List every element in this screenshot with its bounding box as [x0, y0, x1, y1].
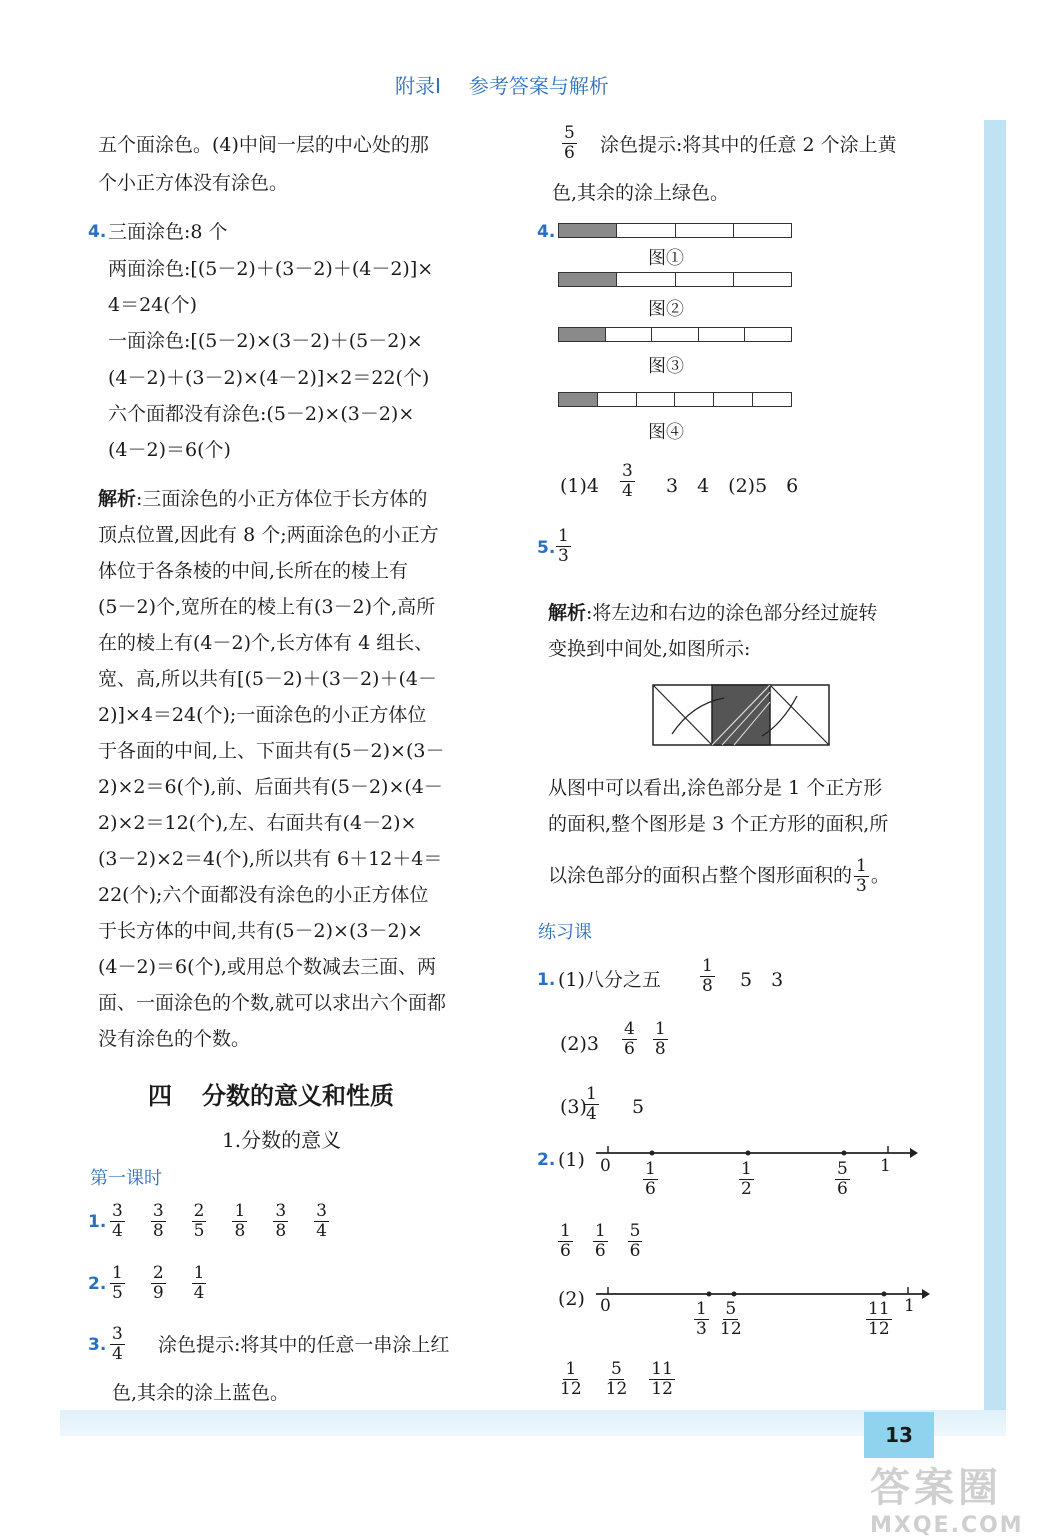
- practice-title: 练习课: [538, 922, 592, 943]
- text-line: 涂色提示:将其中的任意一串涂上红: [158, 1334, 450, 1356]
- text-line: 宽、高,所以共有[(5－2)＋(3－2)＋(4－: [98, 668, 437, 690]
- fraction: $\frac{5}{6}$: [564, 123, 575, 163]
- text-line: 以涂色部分的面积占整个图形面积的 $\frac{1}{3}$ 。: [548, 856, 890, 896]
- question-number: 3.: [88, 1335, 107, 1355]
- bar-figure-3: [558, 327, 792, 342]
- lesson-title: 第一课时: [90, 1168, 162, 1189]
- fraction-list: [552, 1360, 681, 1399]
- tick-label: $\frac{1}{6}$: [645, 1159, 656, 1199]
- text-line: 体位于各条棱的中间,长所在的棱上有: [98, 560, 409, 582]
- question-number: 1.: [88, 1212, 107, 1232]
- text-line: 两面涂色:[(5－2)＋(3－2)＋(4－2)]×: [108, 258, 434, 280]
- rotation-diagram: [652, 684, 830, 746]
- text-line: 顶点位置,因此有 8 个;两面涂色的小正方: [98, 524, 439, 546]
- text-line: 色,其余的涂上绿色。: [552, 182, 730, 204]
- fraction: $\frac{1}{6}$: [594, 1221, 606, 1261]
- text-line: 没有涂色的个数。: [98, 1028, 251, 1050]
- fraction-list: [552, 1222, 648, 1261]
- text-line: 三面涂色:8 个: [108, 221, 228, 243]
- fraction: $\frac{4}{6}$: [624, 1019, 635, 1059]
- bar-figure-1: [558, 223, 792, 238]
- fraction: $\frac{3}{4}$: [622, 461, 633, 501]
- tick-label: 1: [904, 1296, 915, 1316]
- tick-label: $\frac{5}{6}$: [837, 1159, 848, 1199]
- fraction: $\frac{3}{4}$: [316, 1201, 327, 1241]
- text-line: 于各面的中间,上、下面共有(5－2)×(3－: [98, 740, 445, 762]
- answer-text: (1): [558, 1149, 585, 1171]
- text-line: 4＝24(个): [108, 294, 198, 316]
- fraction: $\frac{1}{6}$: [560, 1221, 571, 1261]
- text-line: (4－2)＝6(个): [108, 439, 231, 461]
- figure-label: 图④: [648, 422, 684, 443]
- text-line: 22(个);六个面都没有涂色的小正方体位: [98, 884, 429, 906]
- analysis-line: 解析:三面涂色的小正方体位于长方体的: [98, 488, 428, 510]
- fraction: $\frac{3}{4}$: [112, 1324, 123, 1364]
- text-line: 2)×2＝6(个),前、后面共有(5－2)×(4－: [98, 776, 443, 798]
- page-header: 附录Ⅰ 参考答案与解析: [395, 74, 609, 98]
- tick-label: $\frac{11}{12}$: [868, 1299, 890, 1339]
- text-line: 变换到中间处,如图所示:: [548, 638, 751, 660]
- chapter-heading: 四 分数的意义和性质: [148, 1082, 394, 1110]
- text-line: (5－2)个,宽所在的棱上有(3－2)个,高所: [98, 596, 436, 618]
- question-number: 4.: [537, 222, 556, 242]
- text-line: 个小正方体没有涂色。: [98, 172, 289, 194]
- text-line: (3－2)×2＝4(个),所以共有 6＋12＋4＝: [98, 848, 443, 870]
- text-line: 在的棱上有(4－2)个,长方体有 4 组长、: [98, 632, 434, 654]
- fraction: $\frac{1}{12}$: [560, 1359, 582, 1399]
- figure-label: 图②: [648, 299, 684, 320]
- answer-text: (2): [558, 1288, 585, 1310]
- text-line: 一面涂色:[(5－2)×(3－2)＋(5－2)×: [108, 330, 423, 352]
- text-line: (4－2)＝6(个),或用总个数减去三面、两: [98, 956, 436, 978]
- section-title: 1.分数的意义: [222, 1128, 342, 1152]
- question-number: 2.: [88, 1274, 107, 1294]
- page-number: 13: [864, 1412, 934, 1458]
- fraction: $\frac{3}{4}$: [112, 1201, 123, 1241]
- tick-label: $\frac{1}{3}$: [696, 1299, 707, 1339]
- fraction: $\frac{3}{8}$: [152, 1201, 164, 1241]
- answer-text: 3 4 (2)5 6: [666, 475, 799, 497]
- fraction: $\frac{5}{6}$: [629, 1221, 641, 1261]
- fraction: $\frac{1}{8}$: [654, 1019, 666, 1059]
- fraction: $\frac{1}{5}$: [112, 1263, 123, 1303]
- answer-text: (3): [560, 1096, 587, 1118]
- fraction: $\frac{1}{4}$: [193, 1263, 205, 1303]
- figure-label: 图③: [648, 356, 684, 377]
- analysis-line: 解析:将左边和右边的涂色部分经过旋转: [548, 602, 878, 624]
- tick-label: $\frac{1}{2}$: [741, 1159, 752, 1199]
- question-number: 1.: [537, 970, 556, 990]
- text-line: (4－2)＋(3－2)×(4－2)]×2＝22(个): [108, 367, 430, 389]
- question-number: 4.: [88, 222, 107, 242]
- fraction: $\frac{2}{5}$: [193, 1201, 205, 1241]
- answer-text: 5: [632, 1096, 645, 1118]
- text-line: 涂色提示:将其中的任意 2 个涂上黄: [600, 134, 897, 156]
- text-line: 色,其余的涂上蓝色。: [112, 1382, 290, 1404]
- fraction-list: [616, 1020, 674, 1059]
- side-band: [984, 120, 1006, 1415]
- fraction: $\frac{1}{3}$: [558, 526, 569, 566]
- figure-label: 图①: [648, 248, 684, 269]
- tick-label: 0: [600, 1156, 611, 1176]
- question-number: 5.: [537, 538, 556, 558]
- fraction-list: [104, 1264, 212, 1303]
- tick-label: $\frac{5}{12}$: [720, 1299, 742, 1339]
- fraction: $\frac{3}{8}$: [275, 1201, 287, 1241]
- answer-text: 5 3: [740, 969, 784, 991]
- text-line: 五个面涂色。(4)中间一层的中心处的那: [98, 134, 429, 156]
- tick-label: 0: [600, 1296, 611, 1316]
- tick-label: 1: [880, 1156, 891, 1176]
- text-line: 从图中可以看出,涂色部分是 1 个正方形: [548, 777, 883, 799]
- answer-text: (1)八分之五: [558, 969, 661, 991]
- text-line: 于长方体的中间,共有(5－2)×(3－2)×: [98, 920, 423, 942]
- answer-text: (1)4: [560, 475, 600, 497]
- fraction: $\frac{1}{8}$: [234, 1201, 246, 1241]
- question-number: 2.: [537, 1150, 556, 1170]
- text-line: 2)]×4＝24(个);一面涂色的小正方体位: [98, 704, 427, 726]
- fraction-list: [104, 1202, 335, 1241]
- bar-figure-2: [558, 272, 792, 287]
- text-line: 面、一面涂色的个数,就可以求出六个面都: [98, 992, 447, 1014]
- fraction: $\frac{2}{9}$: [152, 1263, 164, 1303]
- watermark: 答案圈 MXQE.COM: [870, 1465, 1024, 1538]
- fraction: $\frac{11}{12}$: [651, 1359, 673, 1399]
- text-line: 六个面都没有涂色:(5－2)×(3－2)×: [108, 403, 415, 425]
- fraction: $\frac{5}{12}$: [605, 1359, 628, 1399]
- fraction: $\frac{1}{8}$: [702, 956, 713, 996]
- text-line: 2)×2＝12(个),左、右面共有(4－2)×: [98, 812, 417, 834]
- bar-figure-4: [558, 392, 792, 407]
- answer-text: (2)3: [560, 1033, 600, 1055]
- text-line: 的面积,整个图形是 3 个正方形的面积,所: [548, 813, 889, 835]
- fraction: $\frac{1}{4}$: [586, 1084, 597, 1124]
